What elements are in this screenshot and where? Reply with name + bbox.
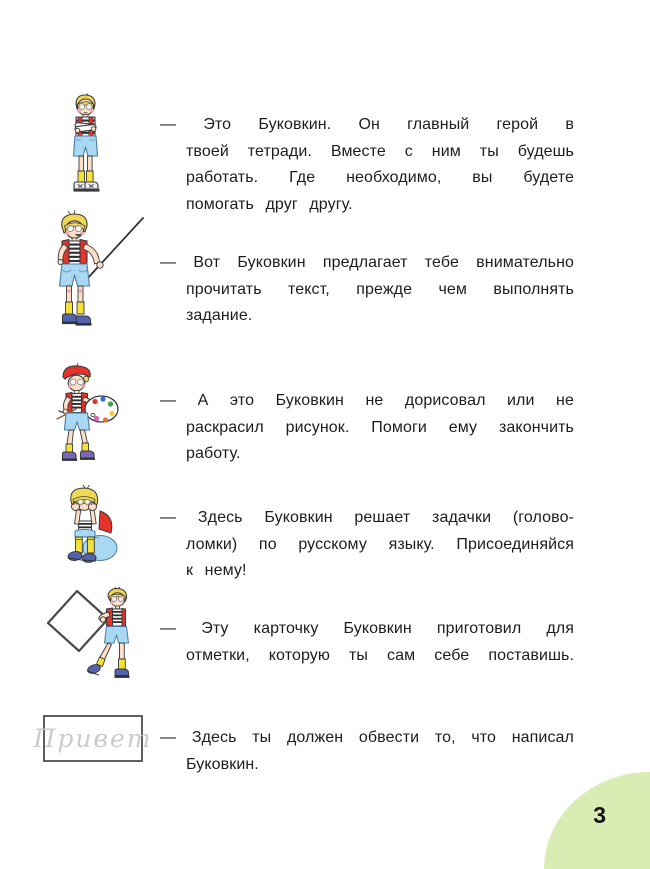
legend-line-text: Здесь Буковкин решает задачки (голово- — [197, 509, 574, 526]
legend-text-line: раскрасил рисунок. Помоги ему закончить — [186, 418, 574, 436]
bukovkin-card-illustration — [42, 587, 140, 683]
legend-text-line: отметки, которую ты сам себе поставишь. — [186, 646, 574, 664]
legend-text-line: ломки) по русскому языку. Присоединяйся — [186, 535, 574, 553]
legend-text-line — [160, 250, 574, 277]
legend-line-text: А это Буковкин не дорисовал или не — [197, 392, 574, 409]
em-dash: — — [160, 620, 177, 637]
legend-textblock — [160, 505, 574, 585]
legend-text-line — [160, 505, 574, 532]
bukovkin-pointer-illustration — [43, 210, 148, 335]
em-dash: — — [160, 509, 177, 526]
page-number: 3 — [593, 802, 606, 828]
bukovkin-palette-illustration — [52, 362, 120, 467]
legend-line-text: Вот Буковкин предлагает тебе внимательно — [193, 254, 575, 271]
legend-text-line: твоей тетради. Вместе с ним ты будешь — [186, 142, 574, 160]
legend-textblock — [160, 616, 574, 669]
em-dash: — — [160, 254, 177, 271]
legend-text-line: задание. — [186, 307, 253, 324]
legend-text-line — [160, 112, 574, 139]
legend-text-line: помогать друг другу. — [186, 195, 353, 213]
legend-line-text: Эту карточку Буковкин приготовил для — [201, 620, 575, 637]
legend-text-line: работать. Где необходимо, вы будете — [186, 169, 574, 186]
legend-text-line — [160, 616, 574, 643]
bukovkin-thinking-illustration — [58, 485, 120, 567]
legend-textblock — [160, 112, 574, 218]
bukovkin-arms-crossed-illustration — [65, 93, 106, 199]
privet-cursive-word: Привет — [33, 724, 153, 753]
legend-line-text: Здесь ты должен обвести то, что написал — [191, 729, 574, 746]
legend-text-line: Буковкин. — [186, 755, 259, 773]
legend-text-line: прочитать текст, прежде чем выполнять — [186, 280, 574, 298]
legend-text-line — [160, 388, 574, 415]
legend-line-text: Это Буковкин. Он главный герой в — [203, 116, 574, 133]
legend-textblock — [160, 388, 574, 468]
legend-text-line — [160, 725, 574, 752]
em-dash: — — [160, 116, 177, 133]
legend-text-line: к нему! — [186, 562, 247, 579]
legend-textblock — [160, 250, 574, 330]
privet-box-illustration — [33, 715, 153, 762]
legend-text-line: работу. — [186, 445, 241, 462]
privet-sample-box — [33, 715, 153, 762]
legend-textblock — [160, 725, 574, 778]
em-dash: — — [160, 392, 177, 409]
em-dash: — — [160, 729, 177, 746]
